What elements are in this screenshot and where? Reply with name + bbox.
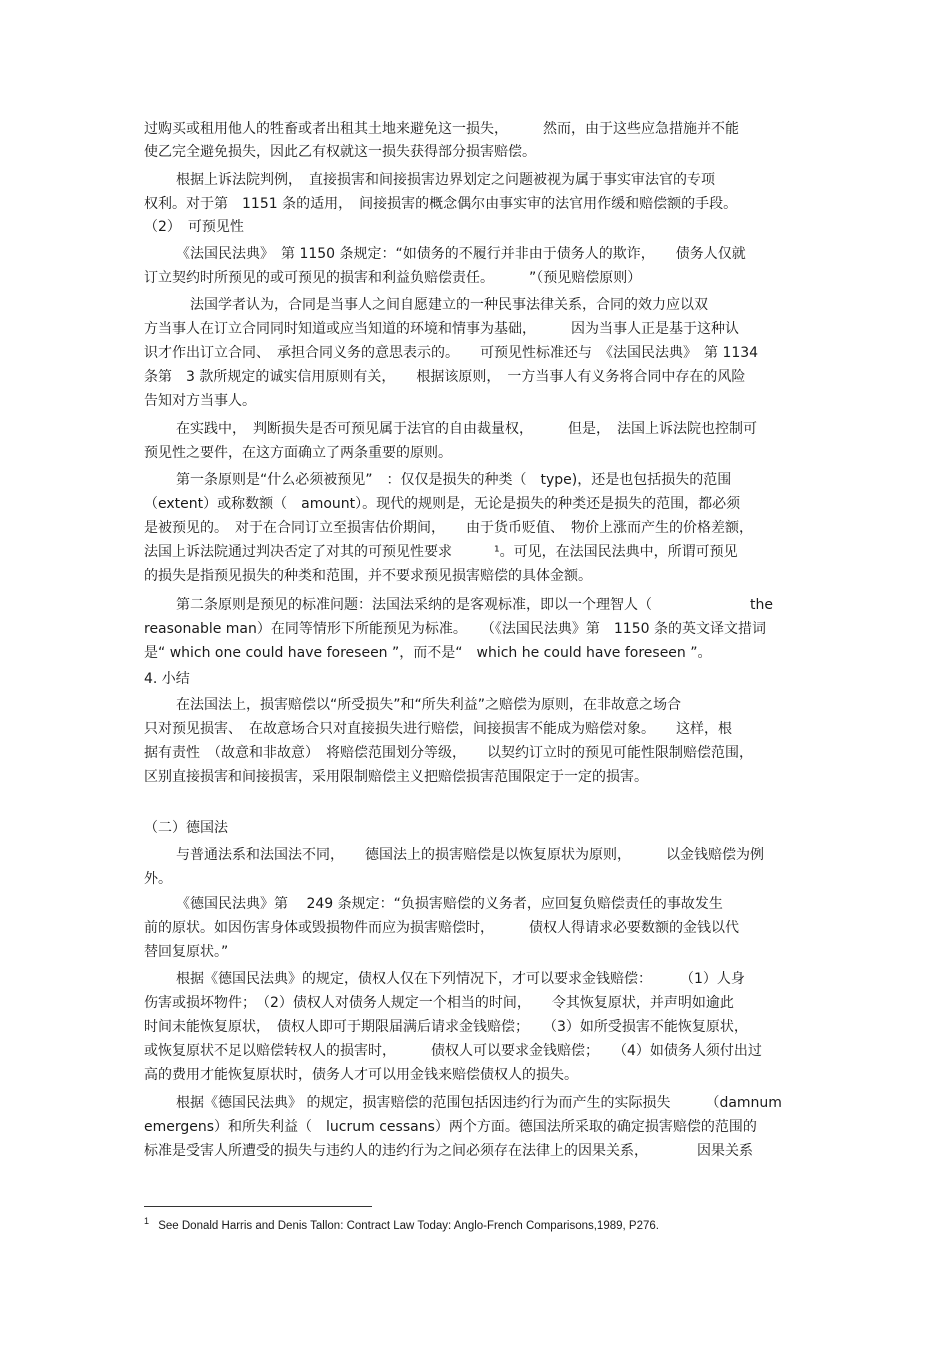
paragraph-4-line-1: 《法国民法典》 第 1150 条规定：“如债务的不履行并非由于债务人的欺诈， 债务人仅就 (176, 246, 746, 262)
paragraph-5-line-2: 方当事人在订立合同同时知道或应当知道的环境和情事为基础， 因为当事人正是基于这种认 (144, 321, 739, 337)
paragraph-7-line-2: （extent）或称数额（ amount）。现代的规则是，无论是损失的种类还是损失的范围，都必须 (144, 496, 741, 512)
paragraph-10-line-1: 在法国法上，损害赔偿以“所受损失”和“所失利益”之赔偿为原则，在非故意之场合 (176, 697, 682, 713)
paragraph-14-line-4: 或恢复原状不足以赔偿转权人的损害时， 债权人可以要求金钱赔偿； （4）如债务人须付出过 (144, 1043, 762, 1059)
paragraph-12-line-2: 外。 (144, 871, 172, 887)
paragraph-7-line-3: 是被预见的。 对于在合同订立至损害估价期间， 由于货币贬值、 物价上涨而产生的价格差额， (144, 520, 753, 536)
paragraph-14-line-2: 伤害或损坏物件； （2）债权人对债务人规定一个相当的时间， 令其恢复原状，并声明如逾此 (144, 995, 734, 1011)
paragraph-7-line-4: 法国上诉法院通过判决否定了对其的可预见性要求 ¹。可见，在法国民法典中，所谓可预见 (144, 544, 738, 560)
paragraph-9-line-1: 4. 小结 (144, 671, 190, 687)
footnote-text: See Donald Harris and Denis Tallon: Contract Law Today: Anglo-French Comparisons,1989, P276. (158, 1219, 659, 1232)
paragraph-14-line-1: 根据《德国民法典》的规定，债权人仅在下列情况下，才可以要求金钱赔偿： （1）人身 (176, 971, 745, 987)
paragraph-8-line-2: reasonable man）在同等情形下所能预见为标准。 （《法国民法典》第 1150 条的英文译文措词 (144, 621, 766, 637)
paragraph-6-line-1: 在实践中， 判断损失是否可预见属于法官的自由裁量权， 但是， 法国上诉法院也控制可 (176, 421, 757, 437)
paragraph-8-line-3: 是“ which one could have foreseen ”，而不是“ which he could have foreseen ”。 (144, 645, 712, 661)
paragraph-7-line-1: 第一条原则是“什么必须被预见” ：仅仅是损失的种类（ type)，还是也包括损失的范围 (176, 472, 732, 488)
paragraph-2-line-2: 权利。对于第 1151 条的适用， 间接损害的概念偶尔由事实审的法官用作缓和赔偿额的手段。 (144, 196, 738, 212)
paragraph-6-line-2: 预见性之要件，在这方面确立了两条重要的原则。 (144, 445, 452, 461)
paragraph-10-line-3: 据有责性 （故意和非故意） 将赔偿范围划分等级， 以契约订立时的预见可能性限制赔偿范围， (144, 745, 753, 761)
paragraph-5-line-5: 告知对方当事人。 (144, 393, 256, 409)
paragraph-1-line-2: 使乙完全避免损失，因此乙有权就这一损失获得部分损害赔偿。 (144, 144, 536, 160)
paragraph-13-line-1: 《德国民法典》第 249 条规定：“负损害赔偿的义务者，应回复负赔偿责任的事故发生 (176, 896, 723, 912)
paragraph-2-line-1: 根据上诉法院判例， 直接损害和间接损害边界划定之问题被视为属于事实审法官的专项 (176, 172, 715, 188)
paragraph-10-line-4: 区别直接损害和间接损害，采用限制赔偿主义把赔偿损害范围限定于一定的损害。 (144, 769, 648, 785)
paragraph-15-line-1: 根据《德国民法典》 的规定，损害赔偿的范围包括因违约行为而产生的实际损失 （damnum (176, 1095, 782, 1111)
paragraph-8-line-1: 第二条原则是预见的标准问题：法国法采纳的是客观标准，即以一个理智人（ the (176, 597, 773, 613)
paragraph-12-line-1: 与普通法系和法国法不同， 德国法上的损害赔偿是以恢复原状为原则， 以金钱赔偿为例 (176, 847, 764, 863)
paragraph-14-line-5: 高的费用才能恢复原状时，债务人才可以用金钱来赔偿债权人的损失。 (144, 1067, 578, 1083)
paragraph-15-line-3: 标准是受害人所遭受的损失与违约人的违约行为之间必须存在法律上的因果关系， 因果关系 (144, 1143, 753, 1159)
paragraph-1-line-1: 过购买或租用他人的牲畜或者出租其土地来避免这一损失， 然而，由于这些应急措施并不能 (144, 121, 739, 137)
paragraph-13-line-3: 替回复原状。” (144, 944, 229, 960)
paragraph-5-line-4: 条第 3 款所规定的诚实信用原则有关， 根据该原则， 一方当事人有义务将合同中存在的风险 (144, 369, 746, 385)
paragraph-4-line-2: 订立契约时所预见的或可预见的损害和利益负赔偿责任。 ”（预见赔偿原则） (144, 270, 642, 286)
paragraph-5-line-3: 识才作出订立合同、 承担合同义务的意思表示的。 可预见性标准还与 《法国民法典》 第 1134 (144, 345, 759, 361)
paragraph-7-line-5: 的损失是指预见损失的种类和范围，并不要求预见损害赔偿的具体金额。 (144, 568, 592, 584)
paragraph-13-line-2: 前的原状。如因伤害身体或毁损物件而应为损害赔偿时， 债权人得请求必要数额的金钱以代 (144, 920, 739, 936)
paragraph-14-line-3: 时间未能恢复原状， 债权人即可于期限届满后请求金钱赔偿； （3）如所受损害不能恢复原状， (144, 1019, 748, 1035)
footnote (144, 1212, 824, 1235)
paragraph-3-line-1: （2） 可预见性 (144, 219, 244, 235)
footnote-marker: 1 (144, 1216, 150, 1226)
paragraph-5-line-1: 法国学者认为，合同是当事人之间自愿建立的一种民事法律关系，合同的效力应以双 (176, 297, 708, 313)
footnote-divider (144, 1206, 372, 1207)
paragraph-10-line-2: 只对预见损害、 在故意场合只对直接损失进行赔偿，间接损害不能成为赔偿对象。 这样，根 (144, 721, 732, 737)
paragraph-15-line-2: emergens）和所失利益（ lucrum cessans）两个方面。德国法所采取的确定损害赔偿的范围的 (144, 1119, 757, 1135)
paragraph-11-line-1: （二）德国法 (144, 820, 228, 836)
